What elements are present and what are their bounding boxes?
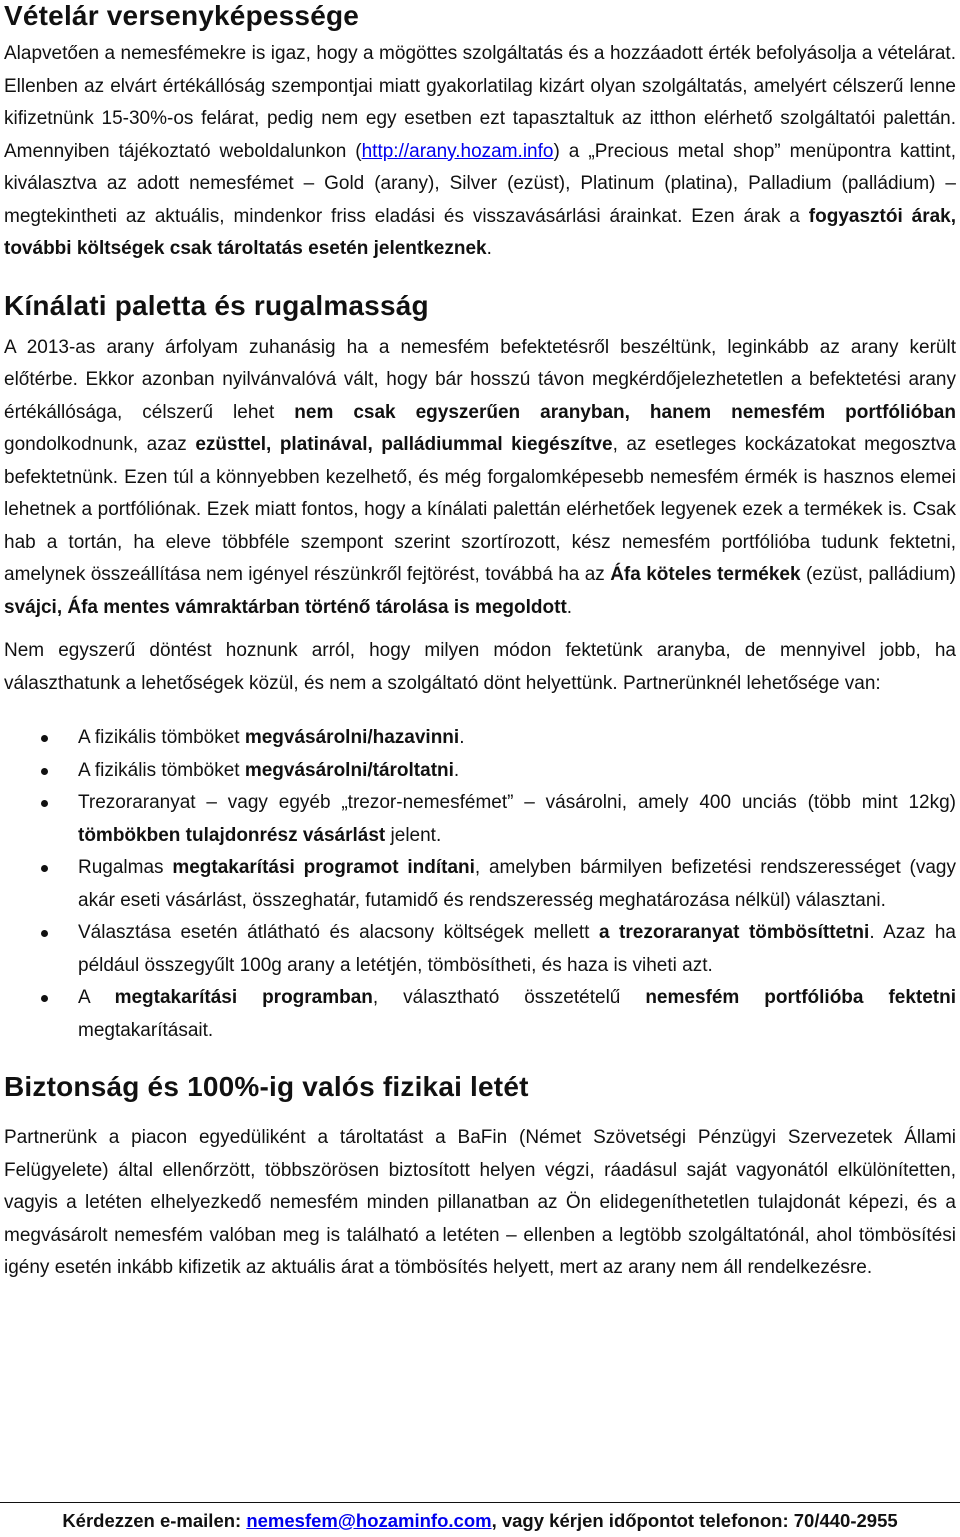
choice-intro-paragraph: Nem egyszerű döntést hoznunk arról, hogy milyen módon fektetünk aranyba, de mennyivel jobb, ha választhatunk a lehetőségek közül, és nem a szolgáltató dönt helyettünk. Partnerünknél lehetősége van: bbox=[4, 640, 956, 694]
section-heading-security: Biztonság és 100%-ig valós fizikai letét bbox=[4, 1071, 529, 1102]
bullet-icon bbox=[41, 768, 48, 775]
document-page bbox=[4, 0, 956, 1285]
contact-footer bbox=[0, 1502, 960, 1533]
list-item: A fizikális tömböket megvásárolni/hazavinni. bbox=[4, 722, 956, 755]
section-heading-price: Vételár versenyképessége bbox=[4, 0, 360, 31]
options-list bbox=[4, 722, 956, 1047]
footer-text: Kérdezzen e-mailen: nemesfem@hozaminfo.com, vagy kérjen időpontot telefonon: 70/440-2955 bbox=[62, 1510, 898, 1531]
list-item: Rugalmas megtakarítási programot indítani, amelyben bármilyen befizetési rendszerességet (vagy akár eseti vásárlást, összeghatár, futamidő és rendszeresség meghatározása nélkül) választani. bbox=[4, 852, 956, 917]
section-heading-offer: Kínálati paletta és rugalmasság bbox=[4, 289, 429, 321]
bullet-icon bbox=[41, 995, 48, 1002]
website-link[interactable]: http://arany.hozam.info bbox=[361, 140, 554, 162]
bullet-icon bbox=[41, 735, 48, 742]
list-item: A megtakarítási programban, választható összetételű nemesfém portfólióba fektetni megtakarításait. bbox=[4, 982, 956, 1047]
email-link[interactable]: nemesfem@hozaminfo.com bbox=[246, 1510, 492, 1531]
list-item: Trezoraranyat – vagy egyéb „trezor-nemesfémet” – vásárolni, amely 400 unciás (több mint 12kg) tömbökben tulajdonrész vásárlást jelent. bbox=[4, 787, 956, 852]
offer-paragraph: A 2013-as arany árfolyam zuhanásig ha a nemesfém befektetésről beszéltünk, leginkább az arany került előtérbe. Ekkor azonban nyilvánvalóvá vált, hogy bár hosszú távon megkérdőjelezhetetlen a befektetési arany értékállósága, célszerű lehet nem csak egyszerűen aranyban, hanem nemesfém portfólióban gondolkodnunk, azaz ezüsttel, platinával, palládiummal kiegészítve, az esetleges kockázatokat megosztva befektetnünk. Ezen túl a könnyebben kezelhető, és még forgalomképesebb nemesfém érmék is hasznos elemei lehetnek a portfóliónak. Ezek miatt fontos, hogy a kínálati palettán elérhetőek legyenek ezek a termékek is. Csak hab a tortán, ha eleve többféle szempont szerint szortírozott, kész nemesfém portfólióba tudunk fektetni, amelynek összeállítása nem igényel részünkről fejtörést, továbbá ha az Áfa köteles termékek (ezüst, palládium) svájci, Áfa mentes vámraktárban történő tárolása is megoldott. bbox=[4, 336, 957, 618]
bullet-icon bbox=[41, 800, 48, 807]
price-paragraph: Alapvetően a nemesfémekre is igaz, hogy a mögöttes szolgáltatás és a hozzáadott érték befolyásolja a vételárat. Ellenben az elvárt értékállóság szempontjai miatt gyakorlatilag kizárt olyan szolgáltatás, amelyért célszerű lenne kifizetnünk 15-30%-os felárat, pedig nem egy esetben ezt tapasztaltuk az itthon elérhető szolgáltatói palettán. Amennyiben tájékoztató weboldalunkon (http://arany.hozam.info) a „Precious metal shop” menüpontra kattint, kiválasztva az adott nemesfémet – Gold (arany), Silver (ezüst), Platinum (platina), Palladium (palládium) – megtekintheti az aktuális, mindenkor friss eladási és visszavásárlási árainkat. Ezen árak a fogyasztói árak, további költségek csak tároltatás esetén jelentkeznek. bbox=[4, 43, 956, 259]
list-item: A fizikális tömböket megvásárolni/tároltatni. bbox=[4, 755, 956, 788]
bullet-icon bbox=[41, 865, 48, 872]
security-paragraph: Partnerünk a piacon egyedüliként a tároltatást a BaFin (Német Szövetségi Pénzügyi Szervezetek Állami Felügyelete) által ellenőrzött, többszörösen biztosított helyen végzi, ráadásul saját vagyonától elkülönítetten, vagyis a letéten elhelyezkedő nemesfém minden pillanatban az Ön elidegeníthetetlen tulajdonát képezi, és a megvásárolt nemesfém valóban meg is található a letéten – ellenben a legtöbb szolgáltatónál, ahol tömbösítési igény esetén inkább kifizetik az aktuális árat a tömbösítés helyett, mert az arany nem áll rendelkezésre. bbox=[4, 1127, 956, 1278]
list-item: Választása esetén átlátható és alacsony költségek mellett a trezoraranyat tömbösíttetni. Azaz ha például összegyűlt 100g arany a letétjén, tömbösítheti, és haza is viheti azt. bbox=[4, 917, 956, 982]
bullet-icon bbox=[41, 930, 48, 937]
